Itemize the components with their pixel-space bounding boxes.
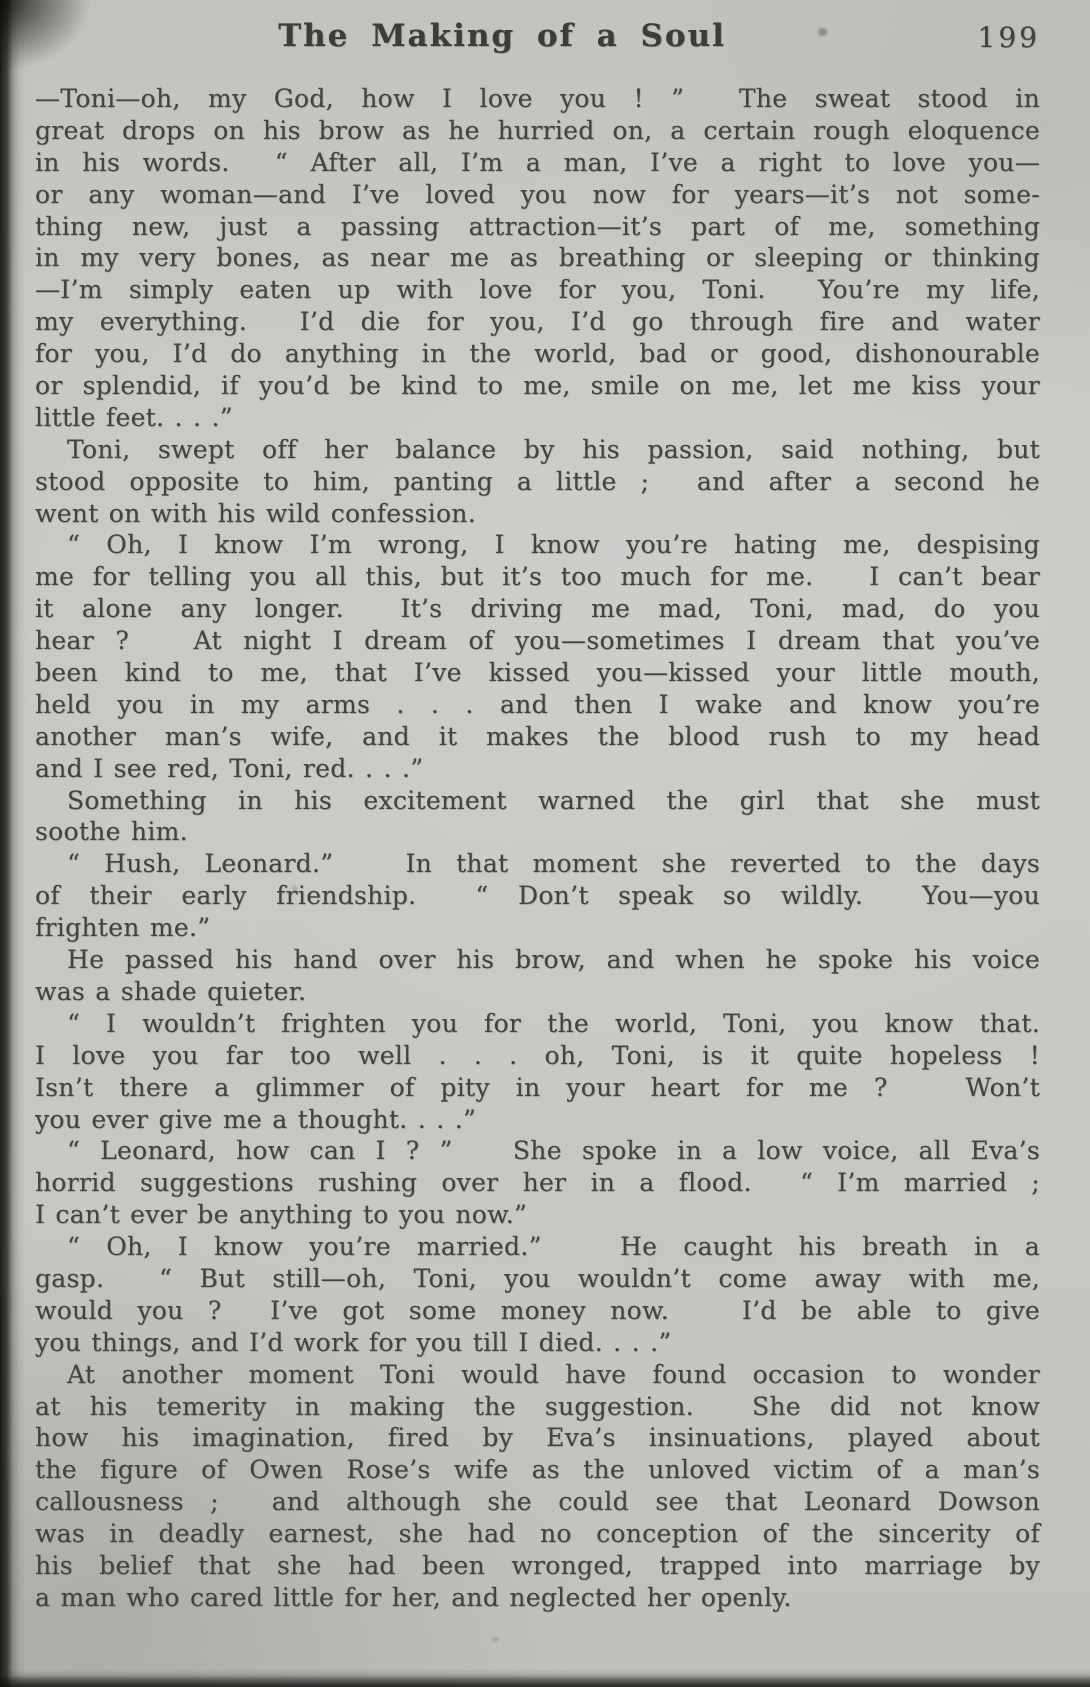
text-block	[35, 83, 1040, 1614]
text-line: my everything. I’d die for you, I’d go through fire and water	[35, 307, 1040, 337]
text-line: He passed his hand over his brow, and when he spoke his voice	[67, 945, 1040, 975]
text-line: and I see red, Toni, red. . . .”	[35, 753, 424, 783]
page-edge-shadow-left	[0, 0, 26, 1687]
text-line: Isn’t there a glimmer of pity in your heart for me ? Won’t	[35, 1072, 1040, 1102]
text-line: for you, I’d do anything in the world, bad or good, dishonourable	[35, 339, 1040, 369]
text-line: how his imagination, fired by Eva’s insinuations, played about	[35, 1423, 1040, 1453]
text-line: “ Leonard, how can I ? ” She spoke in a low voice, all Eva’s	[67, 1136, 1040, 1166]
running-header	[0, 18, 1090, 66]
text-line: Something in his excitement warned the girl that she must	[67, 785, 1040, 815]
text-line: was a shade quieter.	[35, 976, 307, 1006]
text-line: me for telling you all this, but it’s too much for me. I can’t bear	[35, 562, 1040, 592]
text-line: callousness ; and although she could see that Leonard Dowson	[35, 1487, 1040, 1517]
text-line: “ Oh, I know you’re married.” He caught his breath in a	[67, 1232, 1040, 1262]
text-line: went on with his wild confession.	[35, 498, 476, 528]
text-line: you things, and I’d work for you till I died. . . .”	[35, 1327, 672, 1357]
text-line: the figure of Owen Rose’s wife as the unloved victim of a man’s	[35, 1455, 1040, 1485]
page-title: The Making of a Soul	[278, 18, 726, 54]
text-line: you ever give me a thought. . . .”	[35, 1104, 477, 1134]
text-line: a man who cared little for her, and neglected her openly.	[35, 1582, 792, 1612]
text-line: “ Oh, I know I’m wrong, I know you’re hating me, despising	[67, 530, 1040, 560]
text-line: gasp. “ But still—oh, Toni, you wouldn’t come away with me,	[35, 1263, 1040, 1293]
text-line: of their early friendship. “ Don’t speak so wildly. You—you	[35, 881, 1040, 911]
text-line: “ I wouldn’t frighten you for the world, Toni, you know that.	[67, 1008, 1040, 1038]
text-line: I can’t ever be anything to you now.”	[35, 1200, 528, 1230]
text-line: in my very bones, as near me as breathing or sleeping or thinking	[35, 243, 1040, 273]
text-line: At another moment Toni would have found occasion to wonder	[67, 1359, 1040, 1389]
text-line: would you ? I’ve got some money now. I’d be able to give	[35, 1295, 1040, 1325]
text-line: little feet. . . .”	[35, 402, 233, 432]
text-line: held you in my arms . . . and then I wake and know you’re	[35, 689, 1040, 719]
text-line: in his words. “ After all, I’m a man, I’ve a right to love you—	[35, 147, 1040, 177]
text-line: was in deadly earnest, she had no conception of the sincerity of	[35, 1519, 1040, 1549]
ink-speck	[492, 1637, 499, 1642]
text-line: at his temerity in making the suggestion. She did not know	[35, 1391, 1040, 1421]
text-line: frighten me.”	[35, 913, 211, 943]
text-line: —I’m simply eaten up with love for you, Toni. You’re my life,	[35, 275, 1040, 305]
text-line: stood opposite to him, panting a little ; and after a second he	[35, 466, 1040, 496]
text-line: “ Hush, Leonard.” In that moment she reverted to the days	[67, 849, 1040, 879]
text-line: it alone any longer. It’s driving me mad, Toni, mad, do you	[35, 594, 1040, 624]
page-number: 199	[977, 21, 1040, 54]
text-line: another man’s wife, and it makes the blood rush to my head	[35, 721, 1040, 751]
text-line: —Toni—oh, my God, how I love you ! ” The sweat stood in	[35, 84, 1040, 113]
text-line: been kind to me, that I’ve kissed you—kissed your little mouth,	[35, 658, 1040, 688]
text-line: Toni, swept off her balance by his passion, said nothing, but	[67, 434, 1040, 464]
text-line: hear ? At night I dream of you—sometimes I dream that you’ve	[35, 626, 1040, 656]
text-line: or any woman—and I’ve loved you now for years—it’s not some-	[35, 179, 1040, 209]
text-line: horrid suggestions rushing over her in a flood. “ I’m married ;	[35, 1168, 1040, 1198]
text-line: or splendid, if you’d be kind to me, smile on me, let me kiss your	[35, 371, 1040, 401]
text-line: I love you far too well . . . oh, Toni, is it quite hopeless !	[35, 1040, 1040, 1070]
text-line: thing new, just a passing attraction—it’s part of me, something	[35, 211, 1040, 241]
text-line: his belief that she had been wronged, trapped into marriage by	[35, 1550, 1040, 1580]
page-edge-shadow-bottom	[0, 1669, 1090, 1687]
text-line: great drops on his brow as he hurried on, a certain rough eloquence	[35, 115, 1040, 145]
text-line: soothe him.	[35, 817, 188, 847]
